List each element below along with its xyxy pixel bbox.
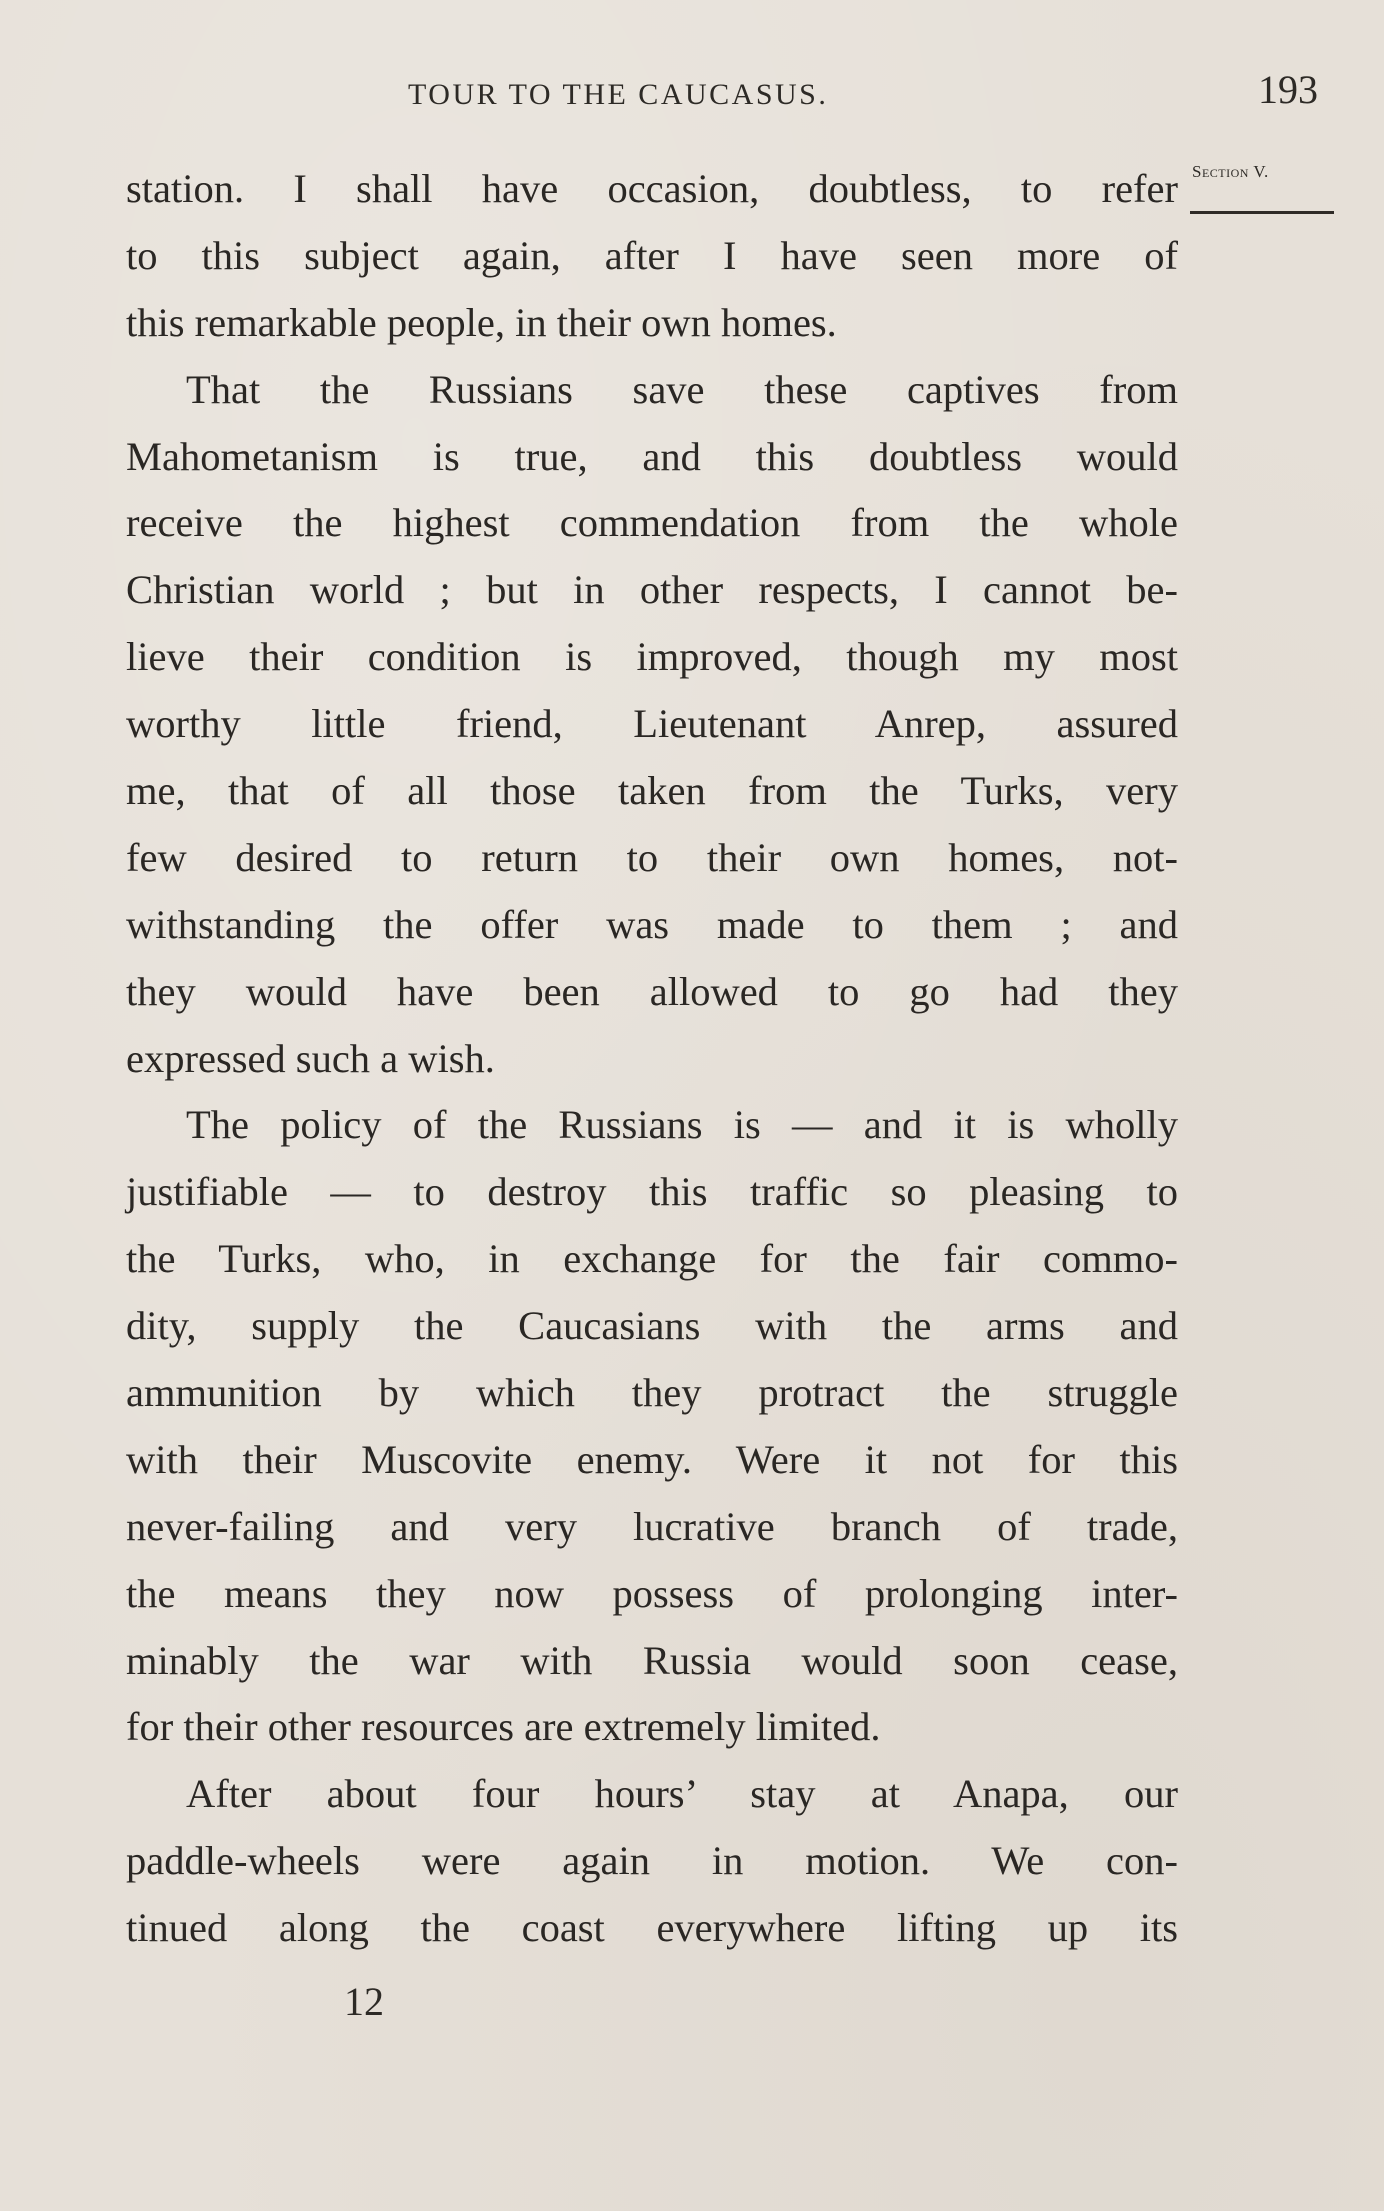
text-line: the means they now possess of prolonging inter- bbox=[126, 1570, 1178, 1616]
signature-mark: 12 bbox=[344, 1979, 384, 2024]
margin-section-note bbox=[1192, 162, 1332, 182]
text-line: with their Muscovite enemy. Were it not for this bbox=[126, 1436, 1178, 1482]
text-line: ammunition by which they protract the struggle bbox=[126, 1370, 1178, 1416]
running-title: TOUR TO THE CAUCASUS. bbox=[408, 78, 829, 111]
text-line: lieve their condition is improved, though my most bbox=[126, 634, 1178, 680]
text-line: Mahometanism is true, and this doubtless would bbox=[126, 433, 1178, 479]
text-line: The policy of the Russians is — and it is wholly bbox=[186, 1102, 1178, 1148]
text-line: After about four hours’ stay at Anapa, our bbox=[186, 1771, 1178, 1817]
text-line: dity, supply the Caucasians with the arms and bbox=[126, 1303, 1178, 1349]
text-line: tinued along the coast everywhere lifting up its bbox=[126, 1905, 1178, 1951]
text-line: never-failing and very lucrative branch of trade, bbox=[126, 1503, 1178, 1549]
body-text bbox=[126, 156, 1178, 1962]
text-line: receive the highest commendation from the whole bbox=[126, 500, 1178, 546]
text-line: few desired to return to their own homes, not- bbox=[126, 834, 1178, 880]
text-line: worthy little friend, Lieutenant Anrep, assured bbox=[126, 701, 1178, 747]
text-line: justifiable — to destroy this traffic so pleasing to bbox=[126, 1169, 1178, 1215]
margin-note-rule bbox=[1190, 211, 1334, 214]
text-line: Christian world ; but in other respects, I cannot be- bbox=[126, 567, 1178, 613]
text-line: this remarkable people, in their own homes. bbox=[126, 299, 837, 345]
text-line: me, that of all those taken from the Turks, very bbox=[126, 768, 1178, 814]
text-line: paddle-wheels were again in motion. We con- bbox=[126, 1838, 1178, 1884]
text-line: expressed such a wish. bbox=[126, 1035, 495, 1081]
text-line: That the Russians save these captives from bbox=[186, 366, 1178, 412]
running-head bbox=[0, 67, 1384, 112]
text-line: to this subject again, after I have seen more of bbox=[126, 232, 1178, 278]
text-line: for their other resources are extremely limited. bbox=[126, 1704, 881, 1750]
margin-section-label: Section V. bbox=[1192, 162, 1269, 181]
text-line: withstanding the offer was made to them ; and bbox=[126, 901, 1178, 947]
text-line: station. I shall have occasion, doubtless, to refer bbox=[126, 166, 1178, 211]
page-number: 193 bbox=[1258, 67, 1318, 112]
text-line: they would have been allowed to go had they bbox=[126, 968, 1178, 1014]
text-line: the Turks, who, in exchange for the fair commo- bbox=[126, 1236, 1178, 1282]
text-line: minably the war with Russia would soon cease, bbox=[126, 1637, 1178, 1683]
